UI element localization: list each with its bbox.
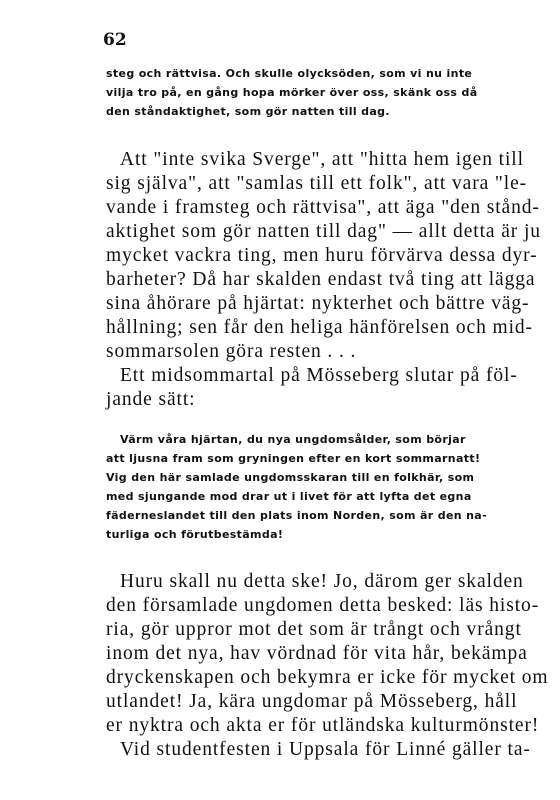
- paragraph-1-line-1: Att "inte svika Sverge", att "hitta hem igen till: [120, 149, 524, 170]
- paragraph-1-line-11: jande sätt:: [106, 389, 196, 410]
- quote-line-2: att ljusna fram som gryningen efter en kort sommarnatt!: [106, 452, 481, 465]
- page-number: 62: [103, 30, 127, 50]
- paragraph-1-line-3: vande i framsteg och rättvisa", att äga "den stånd-: [106, 197, 540, 218]
- quote-line-1: Värm våra hjärtan, du nya ungdomsålder, som börjar: [120, 433, 466, 446]
- quote-line-5: fäderneslandet till den plats inom Norden, som är den na-: [106, 509, 487, 522]
- paragraph-1-line-7: sina åhörare på hjärtat: nykterhet och bättre väg-: [106, 293, 530, 314]
- paragraph-2-line-1: Huru skall nu detta ske! Jo, därom ger skalden: [120, 571, 524, 592]
- quote-line-6: turliga och förutbestämda!: [106, 528, 284, 541]
- top-block-line-2: vilja tro på, en gång hopa mörker över oss, skänk oss då: [106, 86, 478, 99]
- paragraph-2-line-5: dryckenskapen och bekymra er icke för mycket om: [106, 667, 549, 688]
- paragraph-1-line-8: hållning; sen får den heliga hänförelsen och mid-: [106, 317, 533, 338]
- quote-line-4: med sjungande mod drar ut i livet för att lyfta det egna: [106, 490, 472, 503]
- quote-line-3: Vig den här samlade ungdomsskaran till en folkhär, som: [106, 471, 475, 484]
- paragraph-2-line-7: er nyktra och akta er för utländska kulturmönster!: [106, 715, 540, 736]
- top-block-line-1: steg och rättvisa. Och skulle olycksöden, som vi nu inte: [106, 67, 473, 80]
- paragraph-1-line-2: sig själva", att "samlas till ett folk", att vara "le-: [106, 173, 528, 194]
- paragraph-1-line-10: Ett midsommartal på Mösseberg slutar på föl-: [120, 365, 518, 386]
- paragraph-1-line-6: barheter? Då har skalden endast två ting att lägga: [106, 269, 536, 290]
- paragraph-1-line-9: sommarsolen göra resten . . .: [106, 341, 357, 362]
- paragraph-2-line-6: utlandet! Ja, kära ungdomar på Mösseberg, håll: [106, 691, 518, 712]
- paragraph-1-line-4: aktighet som gör natten till dag" — allt detta är ju: [106, 221, 541, 242]
- paragraph-2-line-4: inom det nya, hav vördnad för vita hår, bekämpa: [106, 643, 528, 664]
- paragraph-2-line-2: den församlade ungdomen detta besked: läs histo-: [106, 595, 540, 616]
- paragraph-1-line-5: mycket vackra ting, men huru förvärva dessa dyr-: [106, 245, 538, 266]
- top-block-line-3: den ståndaktighet, som gör natten till dag.: [106, 105, 390, 118]
- paragraph-2-line-8: Vid studentfesten i Uppsala för Linné gäller ta-: [120, 739, 531, 760]
- paragraph-2-line-3: ria, gör uppror mot det som är trångt och vrångt: [106, 619, 522, 640]
